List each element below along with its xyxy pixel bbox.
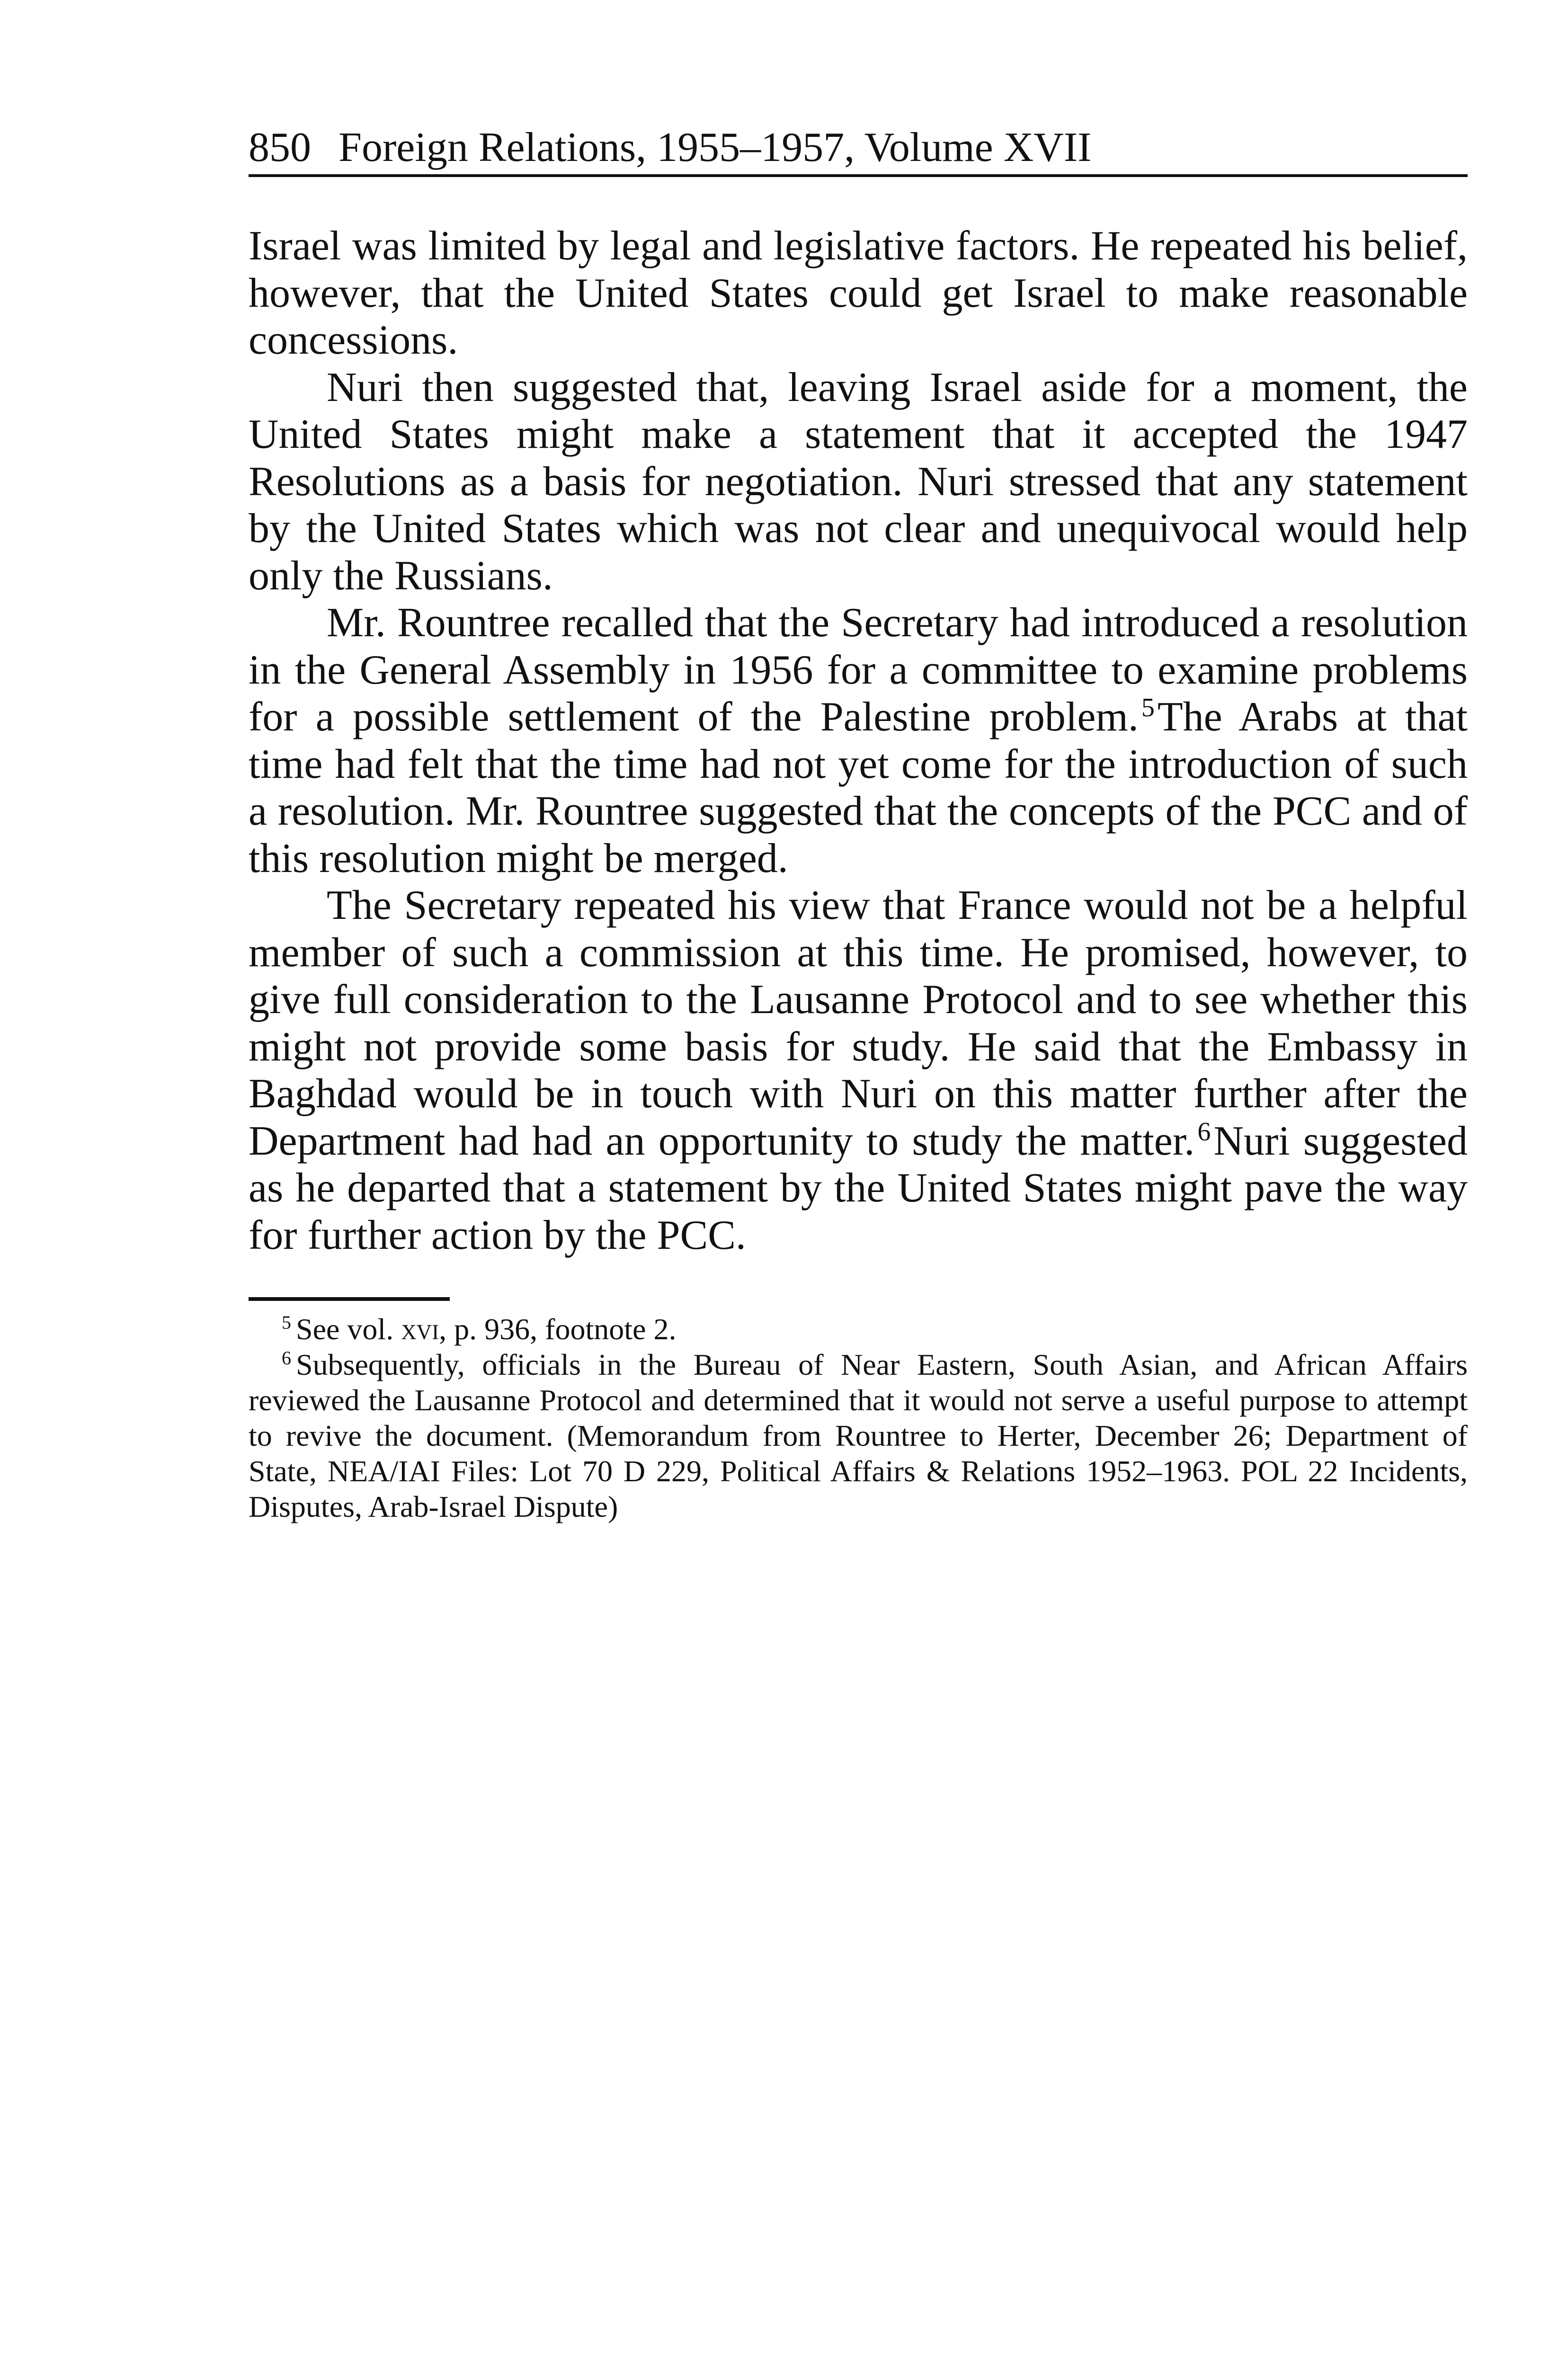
paragraph-4 xyxy=(249,882,1468,1259)
footnote-5-volume: xvi xyxy=(401,1312,439,1346)
running-header xyxy=(249,124,1468,177)
paragraph-3 xyxy=(249,599,1468,882)
footnote-6-text: Subsequently, officials in the Bureau of Near Eastern, South Asian, and African Affairs reviewed the Lausanne Protocol and determined that it would not serve a useful purpose to attempt to revive the document. (Memorandum from Rountree to Herter, December 26; Department of State, NEA/IAI Files: Lot 70 D 229, Political Affairs & Relations 1952–1963. POL 22 Incidents, Disputes, Arab-Israel Dispute) xyxy=(249,1348,1468,1523)
footnote-5 xyxy=(249,1311,1468,1347)
main-text xyxy=(249,222,1468,1259)
paragraph-2: Nuri then suggested that, leaving Israel aside for a moment, the United States might make a statement that it accepted the 1947 Resolutions as a basis for negotiation. Nuri stressed that any statement by the United States which was not clear and unequivocal would help only the Russians. xyxy=(249,364,1468,599)
footnote-5-text-start: See vol. xyxy=(296,1312,394,1346)
paragraph-3-text-start: Mr. Rountree recalled that the Secretary had introduced a resolution in the General Assembly in 1956 for a committee to examine problems for a possible settlement of the Palestine problem. xyxy=(249,600,1468,740)
paragraph-4-text-end: Nuri suggested as he departed that a statement by the United States might pave the way for further action by the PCC. xyxy=(249,1118,1468,1258)
paragraph-4-text-start: The Secretary repeated his view that France would not be a helpful member of such a commission at this time. He promised, however, to give full consideration to the Lausanne Protocol and to see whether this might not provide some basis for study. He said that the Embassy in Baghdad would be in touch with Nuri on this matter further after the Department had had an opportunity to study the matter. xyxy=(249,882,1468,1164)
footnote-5-marker: 5 xyxy=(282,1312,291,1333)
page-number: 850 xyxy=(249,125,311,170)
running-title: Foreign Relations, 1955–1957, Volume XVII xyxy=(339,125,1092,170)
footnote-5-text-end: , p. 936, footnote 2. xyxy=(439,1312,677,1346)
footnote-ref-6[interactable]: 6 xyxy=(1197,1117,1211,1147)
footnote-6-marker: 6 xyxy=(282,1347,291,1369)
paragraph-1: Israel was limited by legal and legislative factors. He repeated his belief, however, that the United States could get Israel to make reasonable concessions. xyxy=(249,223,1468,363)
footnote-ref-5[interactable]: 5 xyxy=(1141,693,1155,722)
footnote-divider xyxy=(249,1297,450,1301)
footnote-6 xyxy=(249,1347,1468,1524)
footnotes xyxy=(249,1311,1468,1524)
paragraph-3-text-end: The Arabs at that time had felt that the time had not yet come for the introduction of such a resolution. Mr. Rountree suggested that the concepts of the PCC and of this resolution might be merged. xyxy=(249,694,1468,881)
